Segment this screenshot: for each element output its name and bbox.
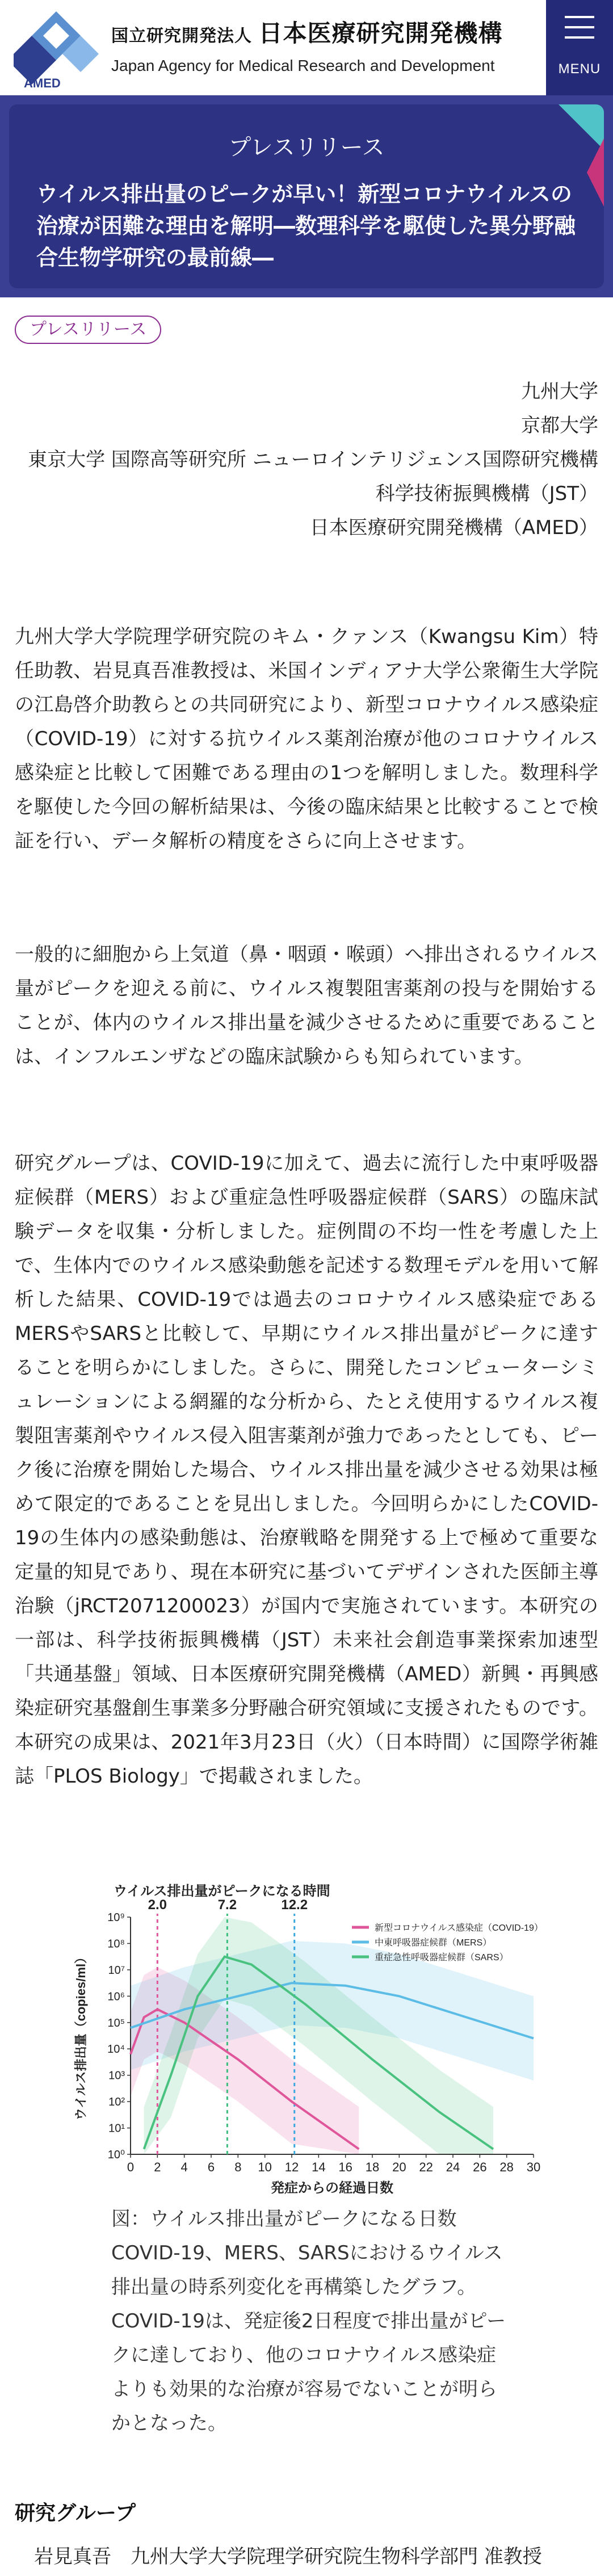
y-tick-label: 10⁸: [107, 1938, 125, 1951]
menu-button[interactable]: [546, 0, 613, 95]
logo-text: AMED: [24, 76, 61, 90]
research-group-title: 研究グループ: [15, 2502, 136, 2525]
peak-label: 7.2: [217, 1897, 237, 1913]
hamburger-icon: [565, 16, 594, 39]
x-tick-label: 0: [127, 2160, 135, 2174]
y-tick-label: 10⁹: [107, 1911, 125, 1924]
x-tick-label: 6: [207, 2160, 215, 2174]
affiliation-item: 九州大学: [521, 380, 598, 403]
x-tick-label: 8: [234, 2160, 242, 2174]
hero-card: [9, 104, 604, 288]
affiliations: [15, 375, 598, 545]
y-tick-label: 10⁰: [107, 2149, 125, 2161]
x-tick-label: 10: [258, 2160, 272, 2174]
y-tick-label: 10⁴: [107, 2043, 125, 2056]
affiliation-item: 京都大学: [521, 414, 598, 437]
x-tick-label: 30: [526, 2160, 541, 2174]
org-name-block: [111, 15, 502, 75]
amed-logo[interactable]: [14, 8, 99, 91]
x-tick-label: 28: [499, 2160, 514, 2174]
y-tick-label: 10³: [108, 2069, 125, 2082]
x-tick-label: 12: [284, 2160, 299, 2174]
chart-title: ウイルス排出量がピークになる時間: [114, 1884, 330, 1899]
org-name-prefix: 国立研究開発法人: [111, 26, 252, 46]
y-tick-label: 10⁶: [107, 1990, 125, 2003]
org-name-en: Japan Agency for Medical Research and Development: [111, 57, 495, 74]
y-tick-label: 10⁵: [107, 2016, 125, 2029]
menu-label: MENU: [558, 61, 601, 77]
x-tick-label: 2: [154, 2160, 161, 2174]
affiliation-item: 科学技術振興機構（JST）: [375, 482, 598, 505]
legend-label: 中東呼吸器症候群（MERS）: [375, 1938, 492, 1948]
hero-kicker: プレスリリース: [228, 135, 385, 161]
y-axis-label: ウイルス排出量（copies/ml）: [74, 1951, 88, 2121]
x-tick-label: 18: [365, 2160, 380, 2174]
peak-label: 12.2: [281, 1897, 308, 1913]
x-tick-label: 14: [312, 2160, 326, 2174]
x-tick-label: 22: [419, 2160, 433, 2174]
y-tick-label: 10²: [108, 2096, 125, 2109]
body-paragraph: 研究グループは、COVID-19に加えて、過去に流行した中東呼吸器症候群（MERS）および重症急性呼吸器症候群（SARS）の臨床試験データを収集・分析しました。症例間の不均一性を考慮した上で、生体内でのウイルス感染動態を記述する数理モデルを用いて解析した結果、COVID-19では過去のコロナウイルス感染症であるMERSやSARSと比較して、早期にウイルス排出量がピークに達することを明らかにしました。さらに、開発したコンピューターシミュレーションによる網羅的な分析から、たとえ使用するウイルス複製阻害薬剤やウイルス侵入阻害薬剤が強力であったとしても、ピーク後に治療を開始した場合、ウイルス排出量を減少させる効果は極めて限定的であることを見出しました。今回明らかにしたCOVID-19の生体内の感染動態は、治療戦略を開発する上で極めて重要な定量的知見であり、現在本研究に基づいてデザインされた医師主導治験（jRCT2071200023）が国内で実施されています。本研究の一部は、科学技術振興機構（JST）未来社会創造事業探索加速型「共通基盤」領域、日本医療研究開発機構（AMED）新興・再興感染症研究基盤創生事業多分野融合研究領域に支援されたものです。本研究の成果は、2021年3月23日（火）（日本時間）に国際学術雑誌「PLOS Biology」で掲載されました。: [15, 1152, 598, 1788]
x-axis-label: 発症からの経過日数: [271, 2180, 393, 2196]
figure-caption: 図：ウイルス排出量がピークになる日数COVID-19、MERS、SARSにおけるウイルス排出量の時系列変化を再構築したグラフ。COVID-19は、発症後2日程度で排出量がピークに達しており、他のコロナウイルス感染症よりも効果的な治療が容易でないことが明らかとなった。: [111, 2208, 506, 2435]
affiliation-item: 東京大学 国際高等研究所 ニューロインテリジェンス国際研究機構: [28, 448, 598, 471]
x-tick-label: 24: [446, 2160, 460, 2174]
page-title: ウイルス排出量のピークが早い！新型コロナウイルスの治療が困難な理由を解明―数理科学を駆使した異分野融合生物学研究の最前線―: [36, 182, 576, 270]
y-tick-label: 10⁷: [108, 1964, 125, 1977]
x-tick-label: 16: [338, 2160, 352, 2174]
category-tag[interactable]: プレスリリース: [15, 316, 161, 344]
legend-label: 新型コロナウイルス感染症（COVID-19）: [375, 1923, 543, 1933]
body-paragraph: 一般的に細胞から上気道（鼻・咽頭・喉頭）へ排出されるウイルス量がピークを迎える前に、ウイルス複製阻害薬剤の投与を開始することが、体内のウイルス排出量を減少させるために重要であることは、インフルエンザなどの臨床試験からも知られています。: [15, 943, 598, 1068]
affiliation-item: 日本医療研究開発機構（AMED）: [309, 516, 598, 539]
peak-label: 2.0: [148, 1897, 167, 1913]
x-tick-label: 4: [180, 2160, 188, 2174]
viral-load-chart: [68, 1883, 545, 2201]
research-group-member: 岩見真吾 九州大学大学院理学研究院生物科学部門 准教授: [34, 2545, 542, 2568]
body-paragraph: 九州大学大学院理学研究院のキム・クァンス（Kwangsu Kim）特任助教、岩見真吾准教授は、米国インディアナ大学公衆衛生大学院の江島啓介助教らとの共同研究により、新型コロナウイルス感染症（COVID-19）に対する抗ウイルス薬剤治療が他のコロナウイルス感染症と比較して困難である理由の1つを解明しました。数理科学を駆使した今回の解析結果は、今後の臨床結果と比較することで検証を行い、データ解析の精度をさらに向上させます。: [15, 625, 598, 852]
hero-banner: [0, 95, 613, 297]
x-tick-label: 26: [473, 2160, 487, 2174]
legend-label: 重症急性呼吸器症候群（SARS）: [375, 1953, 509, 1963]
org-name-main: 日本医療研究開発機構: [258, 19, 503, 47]
y-tick-label: 10¹: [108, 2122, 125, 2135]
x-tick-label: 20: [392, 2160, 406, 2174]
site-header: [0, 0, 613, 95]
